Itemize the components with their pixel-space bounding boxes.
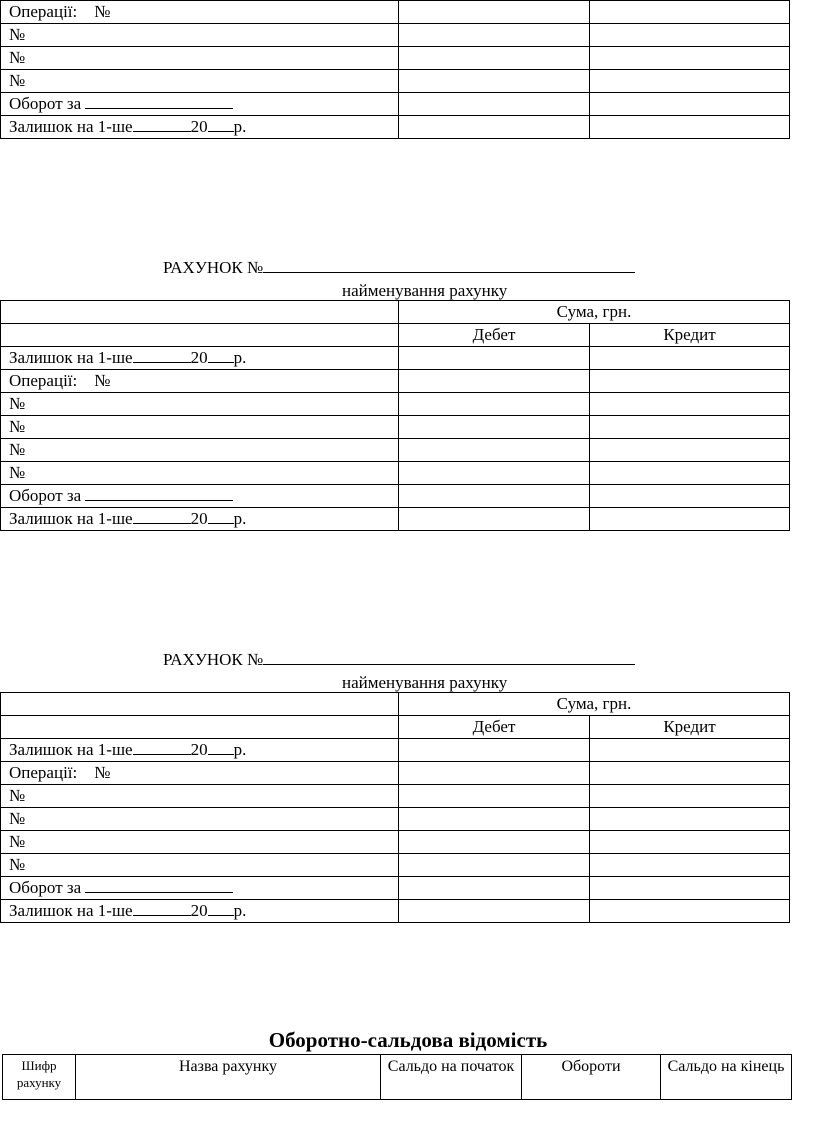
account-title: РАХУНОК № [163,648,635,671]
col-code-header: Шифр рахунку [3,1055,76,1100]
operation-number: № [1,24,399,47]
account-subtitle: найменування рахунку [342,673,508,692]
debit-cell[interactable] [399,393,590,416]
debit-cell[interactable] [399,485,590,508]
debit-cell[interactable] [399,739,590,762]
credit-cell[interactable] [590,116,790,139]
credit-cell[interactable] [590,508,790,531]
operation-number: № [1,70,399,93]
account-table [0,300,790,531]
col-closing-header: Сальдо на кінець [661,1055,792,1100]
credit-cell[interactable] [590,877,790,900]
operation-number: № [1,416,399,439]
table-row [1,762,790,785]
credit-cell[interactable] [590,762,790,785]
account-table [0,692,790,923]
operations-label: Операції: № [1,370,399,393]
table-row [1,439,790,462]
credit-header: Кредит [590,324,790,347]
table-row [1,485,790,508]
table-row [1,370,790,393]
account-title: РАХУНОК № [163,256,635,279]
balance-label: Залишок на 1-ше 20 р. [1,508,399,531]
debit-cell[interactable] [399,24,590,47]
table-row [1,116,790,139]
table-row [1,693,790,716]
credit-cell[interactable] [590,854,790,877]
table-row [1,347,790,370]
debit-cell[interactable] [399,808,590,831]
credit-cell[interactable] [590,831,790,854]
table-row [1,324,790,347]
sum-header: Сума, грн. [399,693,790,716]
sum-header: Сума, грн. [399,301,790,324]
account-table-partial [0,0,790,139]
table-row [1,831,790,854]
col-opening-header: Сальдо на початок [381,1055,522,1100]
operations-label: Операції: № [1,762,399,785]
table-row [1,24,790,47]
debit-cell[interactable] [399,416,590,439]
debit-cell[interactable] [399,785,590,808]
debit-cell[interactable] [399,462,590,485]
credit-cell[interactable] [590,485,790,508]
account-subtitle: найменування рахунку [342,281,508,300]
debit-cell[interactable] [399,47,590,70]
table-row [1,393,790,416]
table-row [1,508,790,531]
credit-cell[interactable] [590,370,790,393]
debit-cell[interactable] [399,347,590,370]
debit-cell[interactable] [399,439,590,462]
credit-cell[interactable] [590,808,790,831]
operation-number: № [1,462,399,485]
table-row [1,716,790,739]
operation-number: № [1,439,399,462]
col-name-header: Назва рахунку [76,1055,381,1100]
debit-cell[interactable] [399,370,590,393]
table-row [1,739,790,762]
table-row [1,462,790,485]
operation-number: № [1,393,399,416]
debit-cell[interactable] [399,70,590,93]
credit-cell[interactable] [590,347,790,370]
credit-cell[interactable] [590,1,790,24]
balance-label: Залишок на 1-ше 20 р. [1,116,399,139]
debit-cell[interactable] [399,762,590,785]
credit-cell[interactable] [590,739,790,762]
table-row [1,47,790,70]
operation-number: № [1,831,399,854]
credit-cell[interactable] [590,24,790,47]
table-row [1,416,790,439]
debit-cell[interactable] [399,116,590,139]
credit-cell[interactable] [590,462,790,485]
credit-cell[interactable] [590,900,790,923]
operation-number: № [1,47,399,70]
turnover-label: Оборот за [1,485,399,508]
table-row [1,900,790,923]
table-row [1,93,790,116]
table-row [1,1,790,24]
balance-label: Залишок на 1-ше 20 р. [1,347,399,370]
credit-cell[interactable] [590,93,790,116]
col-turnover-header: Обороти [522,1055,661,1100]
turnover-label: Оборот за [1,93,399,116]
table-row [3,1055,792,1100]
table-row [1,854,790,877]
table-row [1,808,790,831]
debit-cell[interactable] [399,900,590,923]
balance-label: Залишок на 1-ше 20 р. [1,739,399,762]
operation-number: № [1,785,399,808]
debit-cell[interactable] [399,508,590,531]
operation-number: № [1,854,399,877]
balance-label: Залишок на 1-ше 20 р. [1,900,399,923]
operation-number: № [1,808,399,831]
debit-cell[interactable] [399,93,590,116]
summary-title: Оборотно-сальдова відомість [268,1028,548,1052]
table-row [1,70,790,93]
credit-cell[interactable] [590,439,790,462]
turnover-label: Оборот за [1,877,399,900]
credit-cell[interactable] [590,47,790,70]
operations-label: Операції: № [1,1,399,24]
credit-cell[interactable] [590,416,790,439]
debit-header: Дебет [399,716,590,739]
credit-cell[interactable] [590,785,790,808]
table-row [1,301,790,324]
debit-cell[interactable] [399,831,590,854]
debit-cell[interactable] [399,854,590,877]
debit-header: Дебет [399,324,590,347]
table-row [1,877,790,900]
summary-table [2,1054,792,1100]
credit-header: Кредит [590,716,790,739]
credit-cell[interactable] [590,393,790,416]
credit-cell[interactable] [590,70,790,93]
table-row [1,785,790,808]
debit-cell[interactable] [399,1,590,24]
debit-cell[interactable] [399,877,590,900]
